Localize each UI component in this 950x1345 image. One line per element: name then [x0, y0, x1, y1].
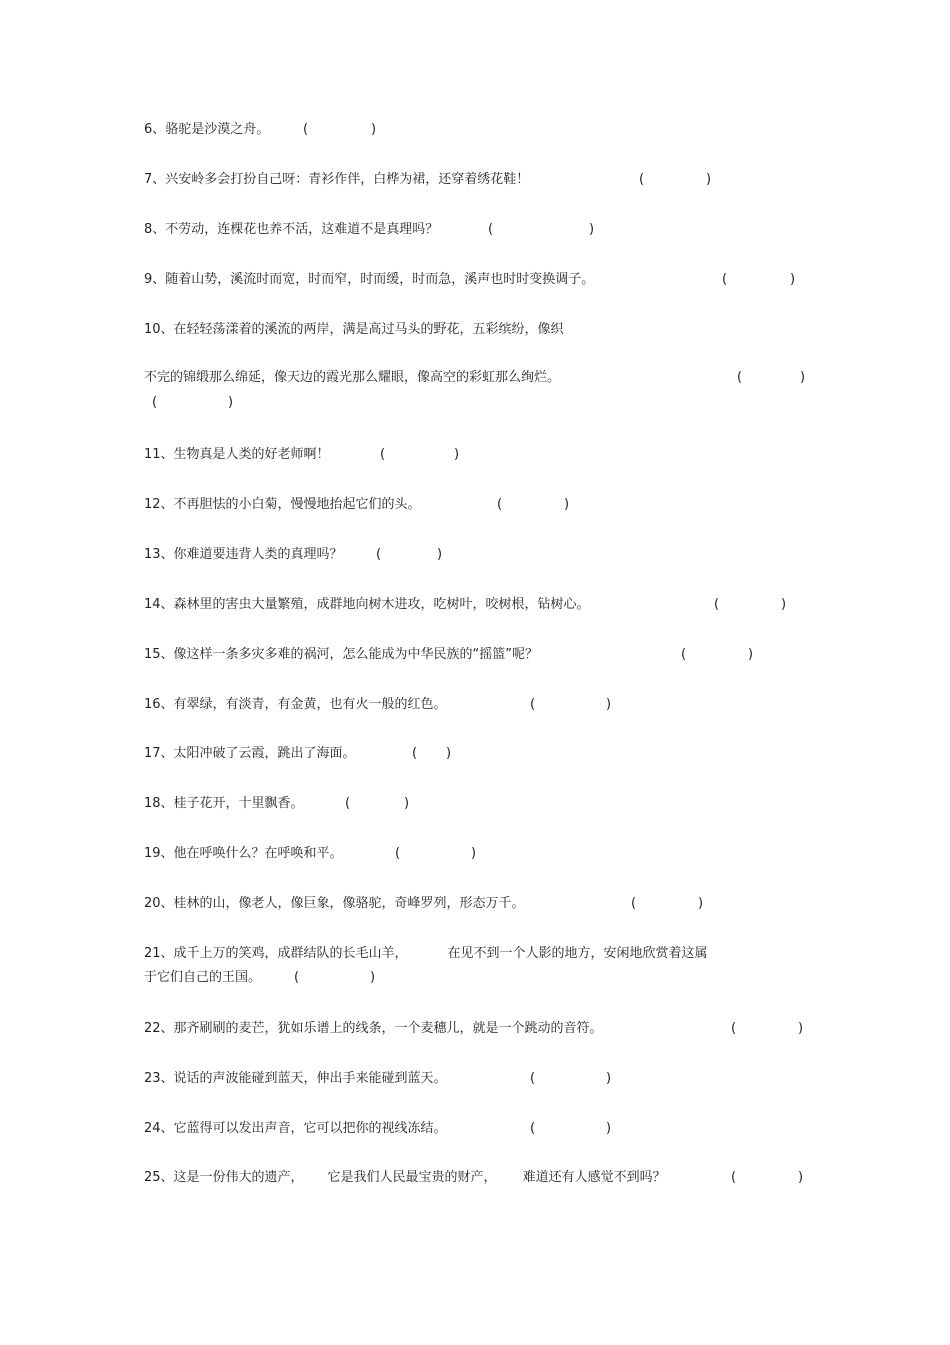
question-21: 21、成千上万的笑鸡，成群结队的长毛山羊， 在见不到一个人影的地方，安闲地欣赏着这属 [144, 946, 708, 961]
question-10-continued: 不完的锦缎那么绵延，像天边的霞光那么耀眼，像高空的彩虹那么绚烂。 [144, 370, 561, 385]
answer-blank-open: ( [294, 970, 300, 985]
answer-blank-open: ( [412, 746, 418, 761]
answer-blank-open: ( [681, 647, 687, 662]
answer-blank-close: ) [798, 1021, 804, 1036]
answer-blank-open: ( [530, 1121, 536, 1136]
answer-blank-open: ( [380, 447, 386, 462]
answer-blank-open: ( [631, 896, 637, 911]
question-21-continued: 于它们自己的王国。 [144, 970, 262, 985]
answer-blank-close: ) [790, 272, 796, 287]
question-25: 25、这是一份伟大的遗产， 它是我们人民最宝贵的财产， 难道还有人感觉不到吗？ [144, 1170, 666, 1185]
answer-blank-open: ( [376, 547, 382, 562]
answer-blank-open: ( [497, 497, 503, 512]
answer-blank-close: ) [606, 1071, 612, 1086]
answer-blank-close: ) [454, 447, 460, 462]
answer-blank-close: ) [706, 172, 712, 187]
question-24: 24、它蓝得可以发出声音，它可以把你的视线冻结。 [144, 1121, 447, 1136]
answer-blank-close: ) [446, 746, 452, 761]
answer-blank-open: ( [345, 796, 351, 811]
answer-blank-open: ( [722, 272, 728, 287]
answer-blank-open: ( [152, 395, 158, 410]
answer-blank-close: ) [781, 597, 787, 612]
question-22: 22、那齐刷刷的麦芒，犹如乐谱上的线条，一个麦穗儿，就是一个跳动的音符。 [144, 1021, 603, 1036]
answer-blank-open: ( [737, 370, 743, 385]
question-20: 20、桂林的山，像老人，像巨象，像骆驼，奇峰罗列，形态万千。 [144, 896, 525, 911]
answer-blank-close: ) [228, 395, 234, 410]
answer-blank-close: ) [748, 647, 754, 662]
answer-blank-open: ( [303, 122, 309, 137]
answer-blank-close: ) [606, 697, 612, 712]
question-11: 11、生物真是人类的好老师啊！ [144, 447, 330, 462]
answer-blank-close: ) [800, 370, 806, 385]
answer-blank-open: ( [530, 697, 536, 712]
question-17: 17、太阳冲破了云霞，跳出了海面。 [144, 746, 356, 761]
question-23: 23、说话的声波能碰到蓝天，伸出手来能碰到蓝天。 [144, 1071, 447, 1086]
question-15: 15、像这样一条多灾多难的祸河，怎么能成为中华民族的“摇篮”呢？ [144, 647, 539, 662]
question-16: 16、有翠绿，有淡青，有金黄，也有火一般的红色。 [144, 697, 447, 712]
answer-blank-open: ( [639, 172, 645, 187]
answer-blank-open: ( [731, 1021, 737, 1036]
answer-blank-open: ( [731, 1170, 737, 1185]
answer-blank-open: ( [488, 222, 494, 237]
question-19: 19、他在呼唤什么？在呼唤和平。 [144, 846, 343, 861]
question-7: 7、兴安岭多会打扮自己呀：青衫作伴，白桦为裙，还穿着绣花鞋！ [144, 172, 530, 187]
answer-blank-open: ( [395, 846, 401, 861]
question-12: 12、不再胆怯的小白菊，慢慢地抬起它们的头。 [144, 497, 421, 512]
answer-blank-open: ( [530, 1071, 536, 1086]
answer-blank-close: ) [437, 547, 443, 562]
answer-blank-open: ( [714, 597, 720, 612]
answer-blank-close: ) [606, 1121, 612, 1136]
answer-blank-close: ) [564, 497, 570, 512]
question-14: 14、森林里的害虫大量繁殖，成群地向树木进攻，吃树叶，咬树根，钻树心。 [144, 597, 590, 612]
answer-blank-close: ) [371, 122, 377, 137]
answer-blank-close: ) [404, 796, 410, 811]
question-10: 10、在轻轻荡漾着的溪流的两岸，满是高过马头的野花，五彩缤纷，像织 [144, 322, 564, 337]
question-13: 13、你难道要违背人类的真理吗？ [144, 547, 343, 562]
answer-blank-close: ) [471, 846, 477, 861]
question-9: 9、随着山势，溪流时而宽，时而窄，时而缓，时而急，溪声也时时变换调子。 [144, 272, 595, 287]
answer-blank-close: ) [698, 896, 704, 911]
answer-blank-close: ) [589, 222, 595, 237]
answer-blank-close: ) [798, 1170, 804, 1185]
question-6: 6、骆驼是沙漠之舟。 [144, 122, 270, 137]
question-18: 18、桂子花开，十里飘香。 [144, 796, 304, 811]
answer-blank-close: ) [370, 970, 376, 985]
question-8: 8、不劳动，连棵花也养不活，这难道不是真理吗？ [144, 222, 439, 237]
